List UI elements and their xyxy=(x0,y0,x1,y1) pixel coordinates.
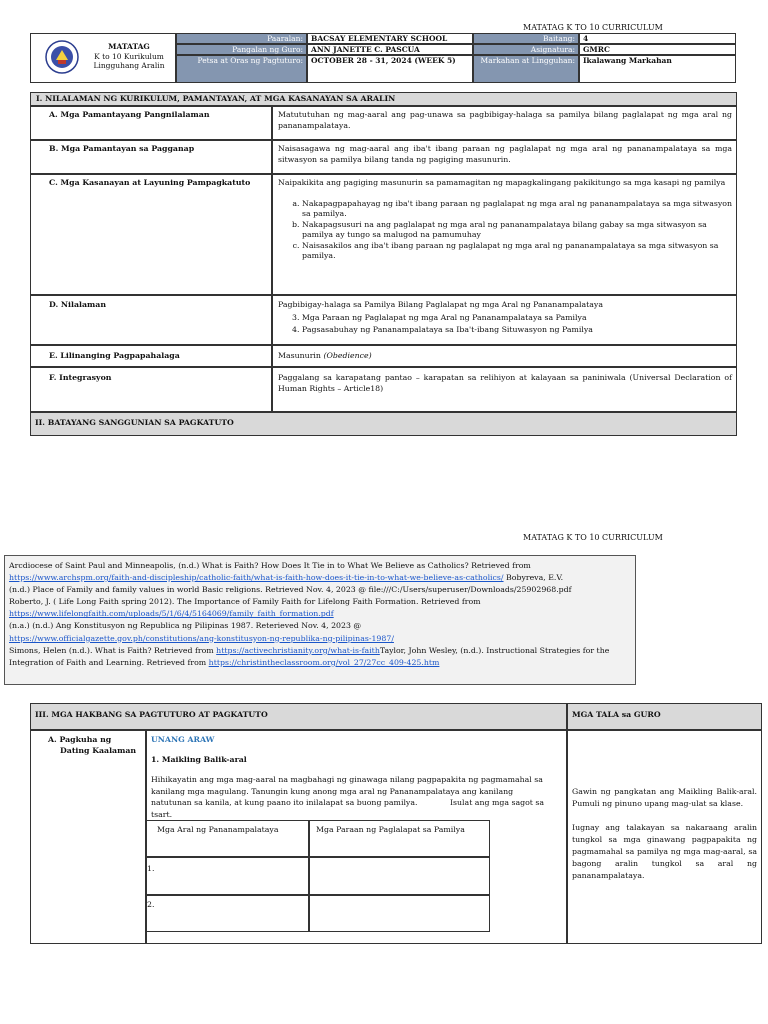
row-b-text: Naisasagawa ng mag-aaral ang iba't ibang paraan ng paglalapat ng mga aral ng pananampalataya sa mga sitwasyon sa pamilya bilang tanda ng pagiging masunurin. xyxy=(272,140,737,174)
header-logo-cell xyxy=(30,33,176,83)
row-f-text: Paggalang sa karapatang pantao – karapatan sa relihiyon at kalayaan sa paniniwala (Universal Declaration of Human Rights – Article18) xyxy=(272,367,737,412)
teacher-value: ANN JANETTE C. PASCUA xyxy=(307,44,473,55)
row-e-text: Masunurin xyxy=(278,351,321,360)
step-title: 1. Maikling Balik-aral xyxy=(151,754,247,764)
objective-c: c. Naisasakilos ang iba't ibang paraan ng paglalapat ng mga aral ng pananampalataya sa mga sitwasyon sa pamilya. xyxy=(302,241,732,262)
row-c-intro: Naipakikita ang pagiging masunurin sa pamamagitan ng mapagkalingang pakikitungo sa mga kasapi ng pamilya xyxy=(278,178,726,187)
quarter-label: Markahan at Lingguhan: xyxy=(473,55,579,83)
row-d-item-3: 3. Mga Paraan ng Paglalapat ng mga Aral ng Pananampalataya sa Pamilya xyxy=(292,312,587,322)
teacher-note-1: Gawin ng pangkatan ang Maikling Balik-aral. Pumuli ng pinuno upang mag-ulat sa klase. xyxy=(572,787,757,808)
reference-line-4: Roberto, J. ( Life Long Faith spring 2012). The Importance of Family Faith for Lifelong Faith Formation. Retrieved from xyxy=(9,597,481,607)
row-d-content xyxy=(272,295,737,345)
reference-line-6: (n.a.) (n.d.) Ang Konstitusyon ng Republica ng Pilipinas 1987. Reterieved Nov. 4, 2023 @ xyxy=(9,621,362,631)
chart-row-1-col-1[interactable]: 1. xyxy=(146,857,309,895)
step-a-label-1: A. Pagkuha ng xyxy=(48,735,112,744)
objective-a: a. Nakapagpapahayag ng iba't ibang paraan ng paglalapat ng mga aral ng pananampalataya sa mga sitwasyon sa pamilya. xyxy=(302,199,732,220)
reference-link-activechristianity[interactable]: https://activechristianity.org/what-is-faith xyxy=(216,645,380,655)
references-box xyxy=(4,555,636,685)
chart-row-1-col-2[interactable] xyxy=(309,857,490,895)
row-d-item-4: 4. Pagsasabuhay ng Pananampalataya sa Iba't-ibang Situwasyon ng Pamilya xyxy=(292,325,593,334)
curriculum-label: MATATAG K TO 10 CURRICULUM xyxy=(523,23,663,32)
row-d-text: Pagbibigay-halaga sa Pamilya Bilang Paglalapat ng mga Aral ng Pananampalataya xyxy=(278,300,603,309)
teacher-note-2: Iugnay ang talakayan sa nakaraang aralin tungkol sa mga ginawang pagpapakita ng pagmamahal sa pamilya ng mga mag-aaral, sa bagong aralin tungkol sa aral ng pananampalataya. xyxy=(572,823,757,880)
row-d-label: D. Nilalaman xyxy=(30,295,272,345)
reference-line-5 xyxy=(9,608,631,620)
row-c-objectives xyxy=(278,199,732,262)
subject-value: GMRC xyxy=(579,44,736,55)
header-title: MATATAG K to 10 Kurikulum Lingguhang Aralin xyxy=(93,42,165,70)
row-b-label: B. Mga Pamantayan sa Pagganap xyxy=(30,140,272,174)
step-paragraph-tail: Isulat ang mga sagot sa tsart. xyxy=(151,798,545,819)
step-a-label-2: Dating Kaalaman xyxy=(60,745,137,755)
subject-label: Asignatura: xyxy=(473,44,579,55)
curriculum-label-page2: MATATAG K TO 10 CURRICULUM xyxy=(523,533,663,542)
chart-header-1: Mga Aral ng Pananampalataya xyxy=(146,820,309,857)
date-value: OCTOBER 28 - 31, 2024 (WEEK 5) xyxy=(307,55,473,83)
step-paragraph: Hihikayatin ang mga mag-aaral na magbahagi ng ginawaga nilang pagpapakita ng pagmamahal sa kanilang mga magulang. Tanungin kung anong mga aral ng Pananampalataya ang kanilang natutunan sa kanila, at kung paano ito inilalapat sa buong pamilya. Isulat ang mga sagot sa tsart. xyxy=(151,775,545,819)
reference-line-8: Simons, Helen (n.d.). What is Faith? Retrieved from https://activechristianity.org/what-is-faithTaylor, John Wesley, (n.d.). Instructional Strategies for the xyxy=(9,645,610,655)
day-label: UNANG ARAW xyxy=(151,735,215,744)
reference-link-lifelongfaith[interactable]: https://www.lifelongfaith.com/uploads/5/1/6/4/5164069/family_faith_formation.pdf xyxy=(9,609,334,619)
notes-title: MGA TALA sa GURO xyxy=(567,703,762,730)
row-e-italic: (Obedience) xyxy=(323,351,372,360)
reference-line-9: Integration of Faith and Learning. Retrieved from https://christintheclassroom.org/vol_27/27cc_409-425.htm xyxy=(9,657,440,667)
chart-row-2-col-1[interactable]: 2. xyxy=(146,895,309,932)
reference-line-3: (n.d.) Place of Family and family values in world Basic religions. Retrieved Nov. 4, 2023 @ file:///C:/Users/superuser/Downloads/25902968.pdf xyxy=(9,585,572,595)
teacher-label: Pangalan ng Guro: xyxy=(176,44,307,55)
section2-title: II. BATAYANG SANGGUNIAN SA PAGKATUTO xyxy=(30,412,737,436)
teacher-notes xyxy=(567,730,762,944)
step-a-label-cell xyxy=(30,730,146,944)
chart-header-2: Mga Paraan ng Paglalapat sa Pamilya xyxy=(309,820,490,857)
row-a-text: Matututuhan ng mag-aaral ang pag-unawa sa pagbibigay-halaga sa pamilya bilang paglalapat ng mga aral ng pananampalataya. xyxy=(272,106,737,140)
school-value: BACSAY ELEMENTARY SCHOOL xyxy=(307,33,473,44)
date-label: Petsa at Oras ng Pagtuturo: xyxy=(176,55,307,83)
objective-b: b. Nakapagsusuri na ang paglalapat ng mga aral ng pananampalataya bilang gabay sa mga sitwasyon sa pamilya ay tungo sa malugod na pamumuhay xyxy=(302,220,732,241)
reference-line-1: Arcdiocese of Saint Paul and Minneapolis, (n.d.) What is Faith? How Does It Tie in to What We Believe as Catholics? Retrieved from xyxy=(9,561,531,570)
school-label: Paaralan: xyxy=(176,33,307,44)
chart-row-2-col-2[interactable] xyxy=(309,895,490,932)
section3-title: III. MGA HAKBANG SA PAGTUTURO AT PAGKATUTO xyxy=(30,703,567,730)
reference-line-7 xyxy=(9,633,631,645)
quarter-value: Ikalawang Markahan xyxy=(579,55,736,83)
row-a-label: A. Mga Pamantayang Pangnilalaman xyxy=(30,106,272,140)
grade-value: 4 xyxy=(579,33,736,44)
reference-line-2: https://www.archspm.org/faith-and-discipleship/catholic-faith/what-is-faith-how-does-it-tie-in-to-what-we-believe-as-catholics/ Bobyreva, E.V. xyxy=(9,573,564,583)
row-c-content xyxy=(272,174,737,295)
deped-seal-icon xyxy=(45,40,79,74)
reference-link-officialgazette[interactable]: https://www.officialgazette.gov.ph/constitutions/ang-konstitusyon-ng-republika-ng-pilipinas-1987/ xyxy=(9,633,394,643)
section1-title: I. NILALAMAN NG KURIKULUM, PAMANTAYAN, AT MGA KASANAYAN SA ARALIN xyxy=(30,92,737,106)
reference-link-archspm[interactable]: https://www.archspm.org/faith-and-discipleship/catholic-faith/what-is-faith-how-does-it-tie-in-to-what-we-believe-as-catholics/ xyxy=(9,573,504,583)
row-e-content xyxy=(272,345,737,367)
answer-chart xyxy=(146,820,490,932)
row-f-label: F. Integrasyon xyxy=(30,367,272,412)
row-e-label: E. Lilinanging Pagpapahalaga xyxy=(30,345,272,367)
grade-label: Baitang: xyxy=(473,33,579,44)
row-c-label: C. Mga Kasanayan at Layuning Pampagkatuto xyxy=(30,174,272,295)
reference-link-christintheclassroom[interactable]: https://christintheclassroom.org/vol_27/27cc_409-425.htm xyxy=(208,657,440,667)
